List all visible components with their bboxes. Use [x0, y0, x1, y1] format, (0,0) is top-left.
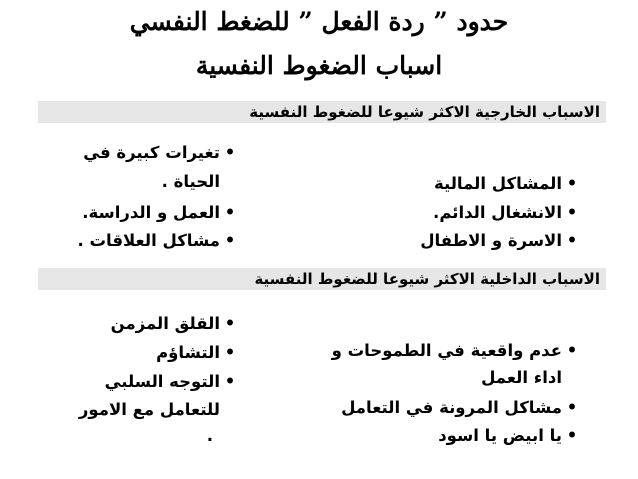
bullet-icon: •: [566, 341, 578, 360]
internal-left-item-period: .: [206, 426, 213, 445]
internal-causes-header: الاسباب الداخلية الاكثر شيوعا للضغوط النفسية: [38, 268, 606, 290]
internal-right-item: •عدم واقعية في الطموحات و: [332, 339, 582, 363]
external-right-item: •المشاكل المالية: [434, 172, 582, 196]
slide-title: حدود ” ردة الفعل ” للضغط النفسي: [129, 7, 509, 36]
external-left-item-continuation: الحياة .: [161, 172, 220, 191]
bullet-icon: •: [566, 203, 578, 222]
internal-right-item-continuation: اداء العمل: [481, 368, 562, 387]
external-left-item: •العمل و الدراسة.: [82, 201, 240, 225]
bullet-icon: •: [224, 372, 236, 391]
external-right-item: •الانشغال الدائم.: [433, 201, 582, 225]
bullet-icon: •: [566, 398, 578, 417]
bullet-icon: •: [566, 174, 578, 193]
bullet-icon: •: [224, 314, 236, 333]
internal-left-item: •التوجه السلبي: [105, 370, 240, 394]
bullet-icon: •: [224, 203, 236, 222]
bullet-icon: •: [224, 143, 236, 162]
internal-left-item: •التشاؤم: [156, 341, 240, 365]
bullet-icon: •: [224, 231, 236, 250]
external-left-item: •تغيرات كبيرة في: [83, 141, 240, 165]
slide-subtitle: اسباب الضغوط النفسية: [195, 51, 443, 80]
external-causes-header: الاسباب الخارجية الاكثر شيوعا للضغوط النفسية: [38, 101, 606, 123]
bullet-icon: •: [566, 426, 578, 445]
bullet-icon: •: [566, 231, 578, 250]
internal-right-item: •مشاكل المرونة في التعامل: [341, 396, 582, 420]
bullet-icon: •: [224, 343, 236, 362]
internal-right-item: •يا ابيض يا اسود: [438, 424, 582, 448]
external-left-item: •مشاكل العلاقات .: [77, 229, 240, 253]
internal-left-item-continuation: للتعامل مع الامور: [78, 400, 220, 419]
external-right-item: •الاسرة و الاطفال: [420, 229, 582, 253]
internal-left-item: •القلق المزمن: [111, 312, 240, 336]
